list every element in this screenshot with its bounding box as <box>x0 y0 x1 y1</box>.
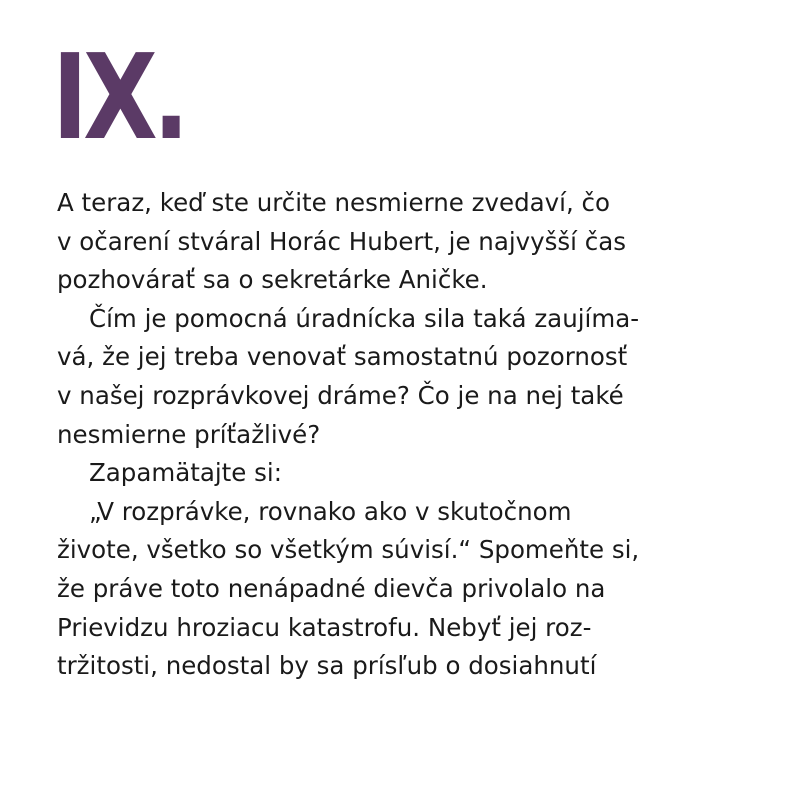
text-line-4: Čím je pomocná úradnícka sila taká zaujíma- <box>89 303 640 333</box>
text-line-2: v očarení stváral Horác Hubert, je najvyšší čas <box>57 226 627 256</box>
chapter-numeral: IX. <box>52 28 185 166</box>
text-line-10: živote, všetko so všetkým súvisí.“ Spomeňte si, <box>57 535 640 565</box>
text-line-6: v našej rozprávkovej dráme? Čo je na nej také <box>57 380 624 410</box>
text-line-1: A teraz, keď ste určite nesmierne zvedaví, čo <box>57 188 610 217</box>
text-line-7: nesmierne príťažlivé? <box>57 419 321 449</box>
text-line-13: tržitosti, nedostal by sa prísľub o dosiahnutí <box>57 651 597 681</box>
text-line-8: Zapamätajte si: <box>89 458 282 488</box>
body-text <box>57 184 737 686</box>
text-line-9: „V rozprávke, rovnako ako v skutočnom <box>89 496 572 526</box>
text-line-12: Prievidzu hroziacu katastrofu. Nebyť jej roz- <box>57 612 592 642</box>
text-line-11: že práve toto nenápadné dievča privolalo na <box>57 573 606 603</box>
text-line-3: pozhovárať sa o sekretárke Aničke. <box>57 265 488 295</box>
text-line-5: vá, že jej treba venovať samostatnú pozornosť <box>57 342 628 372</box>
